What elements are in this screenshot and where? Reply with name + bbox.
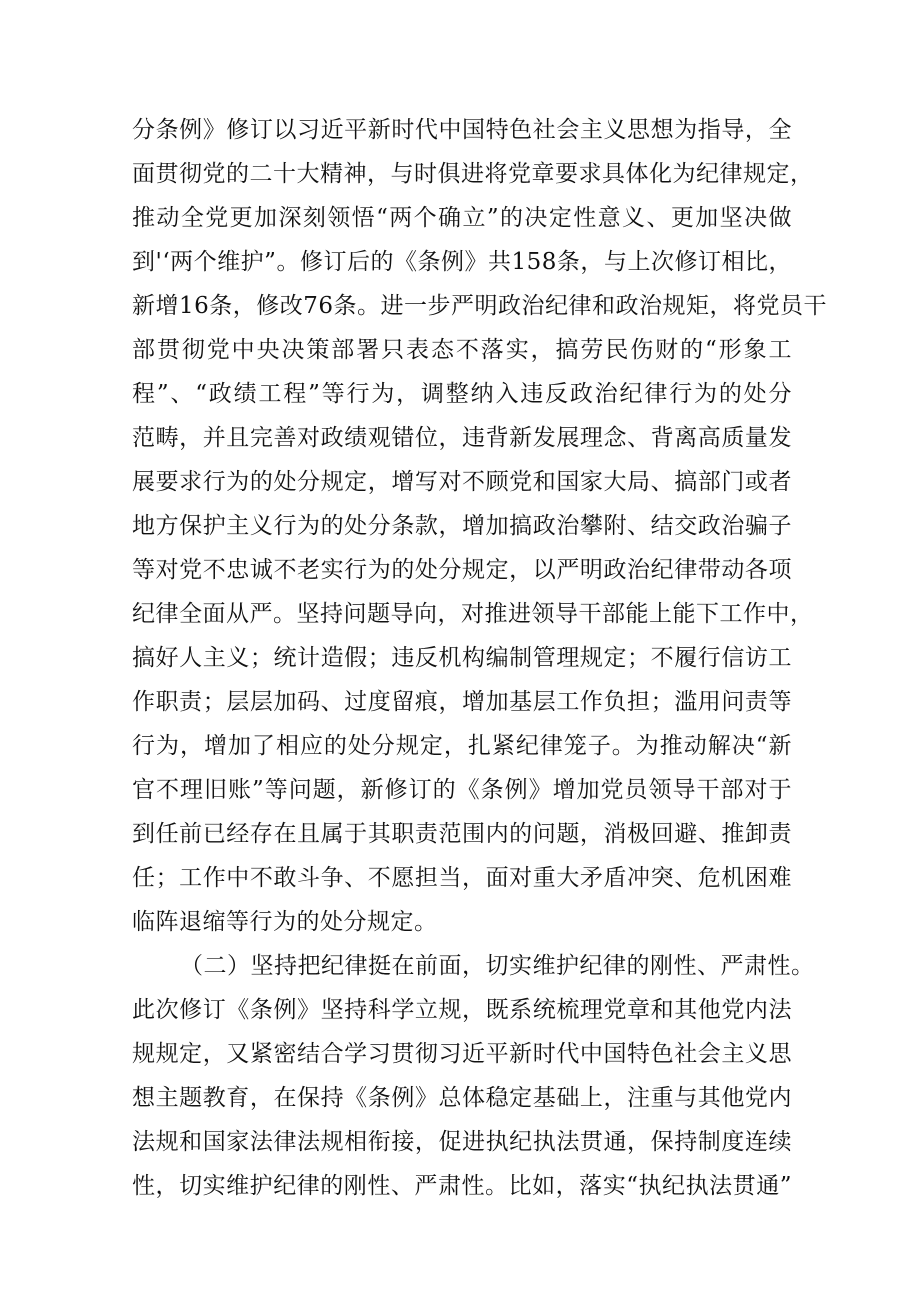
text-line-16: 官不理旧账”等问题，新修订的《条例》增加党员领导干部对于 bbox=[132, 777, 792, 803]
body-text bbox=[132, 108, 828, 1208]
text-line-21: 此次修订《条例》坚持科学立规，既系统梳理党章和其他党内法 bbox=[132, 997, 792, 1023]
text-line-5: 新增16条，修改76条。进一步严明政治纪律和政治规矩，将党员干 bbox=[132, 293, 828, 319]
text-line-4: 到'‘两个维护”。修订后的《条例》共158条，与上次修订相比， bbox=[132, 249, 792, 275]
text-line-18: 任；工作中不敢斗争、不愿担当，面对重大矛盾冲突、危机困难 bbox=[132, 865, 792, 891]
text-line-13: 搞好人主义；统计造假；违反机构编制管理规定；不履行信访工 bbox=[132, 645, 792, 671]
section-heading-2: （二）坚持把纪律挺在前面，切实维护纪律的刚性、严肃性。 bbox=[180, 953, 815, 979]
text-line-14: 作职责；层层加码、过度留痕，增加基层工作负担；滥用问责等 bbox=[132, 689, 792, 715]
text-line-25: 性，切实维护纪律的刚性、严肃性。比如，落实“执纪执法贯通” bbox=[132, 1173, 792, 1199]
text-line-10: 地方保护主义行为的处分条款，增加搞政治攀附、结交政治骗子 bbox=[132, 513, 792, 539]
text-line-6: 部贯彻党中央决策部署只表态不落实，搞劳民伤财的“形象工 bbox=[132, 337, 792, 363]
text-line-12: 纪律全面从严。坚持问题导向，对推进领导干部能上能下工作中， bbox=[132, 601, 814, 627]
text-line-7: 程”、“政绩工程”等行为，调整纳入违反政治纪律行为的处分 bbox=[132, 381, 792, 407]
text-line-8: 范畴，并且完善对政绩观错位，违背新发展理念、背离高质量发 bbox=[132, 425, 792, 451]
text-line-24: 法规和国家法律法规相衔接，促进执纪执法贯通，保持制度连续 bbox=[132, 1129, 792, 1155]
text-line-2: 面贯彻党的二十大精神，与时俱进将党章要求具体化为纪律规定， bbox=[132, 161, 814, 187]
text-line-11: 等对党不忠诚不老实行为的处分规定，以严明政治纪律带动各项 bbox=[132, 557, 792, 583]
text-line-22: 规规定，又紧密结合学习贯彻习近平新时代中国特色社会主义思 bbox=[132, 1041, 792, 1067]
text-line-23: 想主题教育，在保持《条例》总体稳定基础上，注重与其他党内 bbox=[132, 1085, 792, 1111]
text-line-15: 行为，增加了相应的处分规定，扎紧纪律笼子。为推动解决“新 bbox=[132, 733, 792, 759]
text-line-19: 临阵退缩等行为的处分规定。 bbox=[132, 909, 438, 935]
text-line-9: 展要求行为的处分规定，增写对不顾党和国家大局、搞部门或者 bbox=[132, 469, 792, 495]
text-line-1: 分条例》修订以习近平新时代中国特色社会主义思想为指导，全 bbox=[132, 117, 792, 143]
text-line-17: 到任前已经存在且属于其职责范围内的问题，消极回避、推卸责 bbox=[132, 821, 792, 847]
text-line-3: 推动全党更加深刻领悟“两个确立”的决定性意义、更加坚决做 bbox=[132, 205, 792, 231]
